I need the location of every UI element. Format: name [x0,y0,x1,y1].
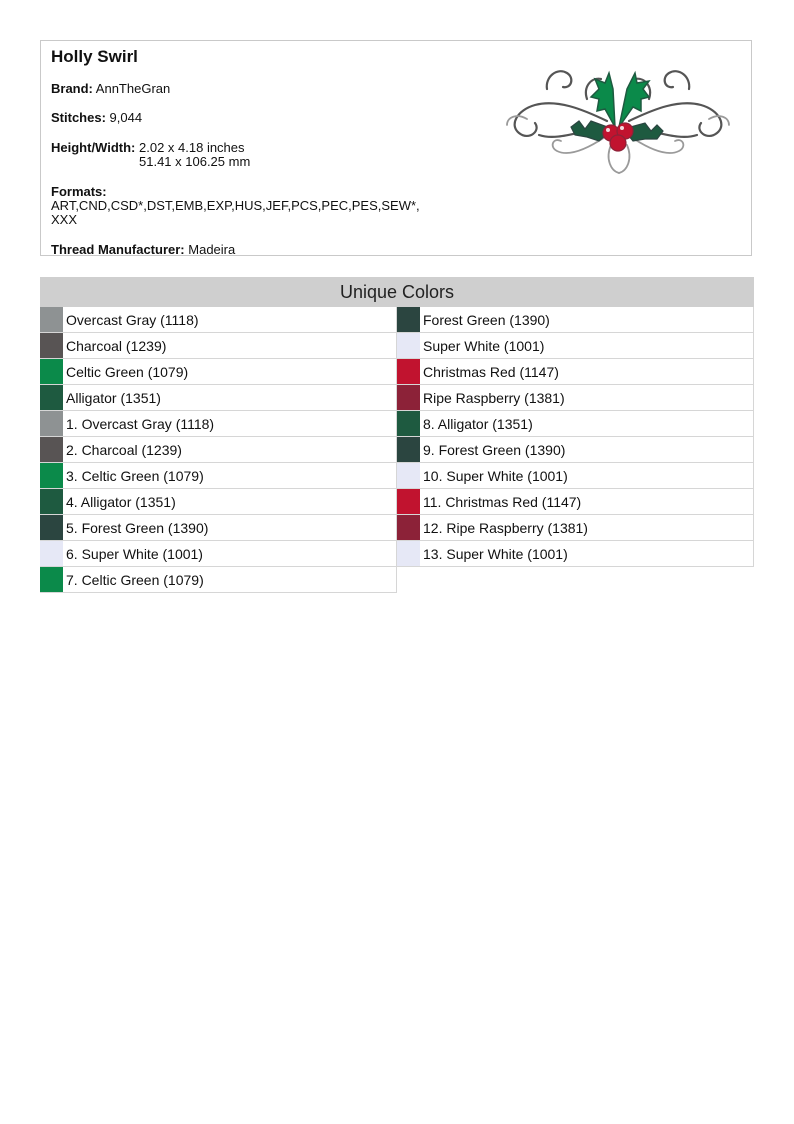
stitches-field [51,111,142,125]
color-swatch [397,385,420,410]
thread-manufacturer-label: Thread Manufacturer: [51,242,185,257]
color-label: 1. Overcast Gray (1118) [66,416,215,432]
brand-field [51,82,170,96]
height-width-label: Height/Width: [51,140,136,155]
color-swatch [397,541,420,566]
color-label: 2. Charcoal (1239) [66,442,182,458]
brand-value: AnnTheGran [95,81,171,96]
colors-column-right [397,307,754,567]
color-row [40,385,397,411]
color-swatch [40,411,63,436]
color-row [397,333,754,359]
colors-column-left [40,307,397,593]
color-swatch [397,333,420,358]
color-swatch [397,515,420,540]
formats-line-1: ART,CND,CSD*,DST,EMB,EXP,HUS,JEF,PCS,PEC,PES,SEW*, [51,198,420,213]
color-row [40,307,397,333]
color-label: 3. Celtic Green (1079) [66,468,204,484]
design-title: Holly Swirl [51,47,138,66]
color-swatch [397,489,420,514]
unique-colors-header: Unique Colors [40,277,754,307]
color-swatch [40,307,63,332]
color-label: 5. Forest Green (1390) [66,520,209,536]
color-label: 10. Super White (1001) [423,468,568,484]
color-swatch [397,411,420,436]
color-row [40,541,397,567]
color-label: 7. Celtic Green (1079) [66,572,204,588]
color-label: 9. Forest Green (1390) [423,442,566,458]
color-row [40,411,397,437]
height-width-mm: 51.41 x 106.25 mm [139,154,251,169]
color-label: 6. Super White (1001) [66,546,203,562]
color-swatch [40,541,63,566]
formats-label: Formats: [51,184,107,199]
color-label: 8. Alligator (1351) [423,416,533,432]
color-row [40,359,397,385]
color-swatch [397,437,420,462]
color-row [40,515,397,541]
color-swatch [40,567,63,592]
color-label: 11. Christmas Red (1147) [423,494,582,510]
color-row [397,385,754,411]
stitches-label: Stitches: [51,110,106,125]
color-label: Celtic Green (1079) [66,364,189,380]
color-row [397,515,754,541]
color-swatch [40,463,63,488]
color-swatch [40,489,63,514]
color-row [40,567,397,593]
holly-swirl-design-preview [487,49,749,179]
color-row [40,437,397,463]
unique-colors-section [40,277,754,588]
color-row [397,307,754,333]
color-swatch [397,307,420,332]
height-width-field [51,141,250,169]
color-swatch [397,463,420,488]
color-row [397,463,754,489]
height-width-inches: 2.02 x 4.18 inches [139,140,245,155]
color-label: Christmas Red (1147) [423,364,559,380]
color-label: 13. Super White (1001) [423,546,568,562]
color-label: Alligator (1351) [66,390,161,406]
color-swatch [40,333,63,358]
color-row [40,333,397,359]
color-label: Ripe Raspberry (1381) [423,390,565,406]
color-swatch [397,359,420,384]
color-swatch [40,385,63,410]
color-label: Forest Green (1390) [423,312,550,328]
color-row [397,411,754,437]
stitches-value: 9,044 [109,110,143,125]
color-row [397,489,754,515]
color-label: 4. Alligator (1351) [66,494,176,510]
color-swatch [40,437,63,462]
design-info-panel [40,40,752,256]
color-row [397,541,754,567]
color-row [397,359,754,385]
formats-field [51,185,420,227]
brand-label: Brand: [51,81,93,96]
color-swatch [40,359,63,384]
color-row [40,463,397,489]
formats-line-2: XXX [51,212,78,227]
color-swatch [40,515,63,540]
color-row [40,489,397,515]
color-label: Overcast Gray (1118) [66,312,199,328]
thread-manufacturer-value: Madeira [188,242,236,257]
color-label: 12. Ripe Raspberry (1381) [423,520,588,536]
thread-manufacturer-field [51,243,235,257]
color-label: Super White (1001) [423,338,545,354]
color-label: Charcoal (1239) [66,338,167,354]
color-row [397,437,754,463]
